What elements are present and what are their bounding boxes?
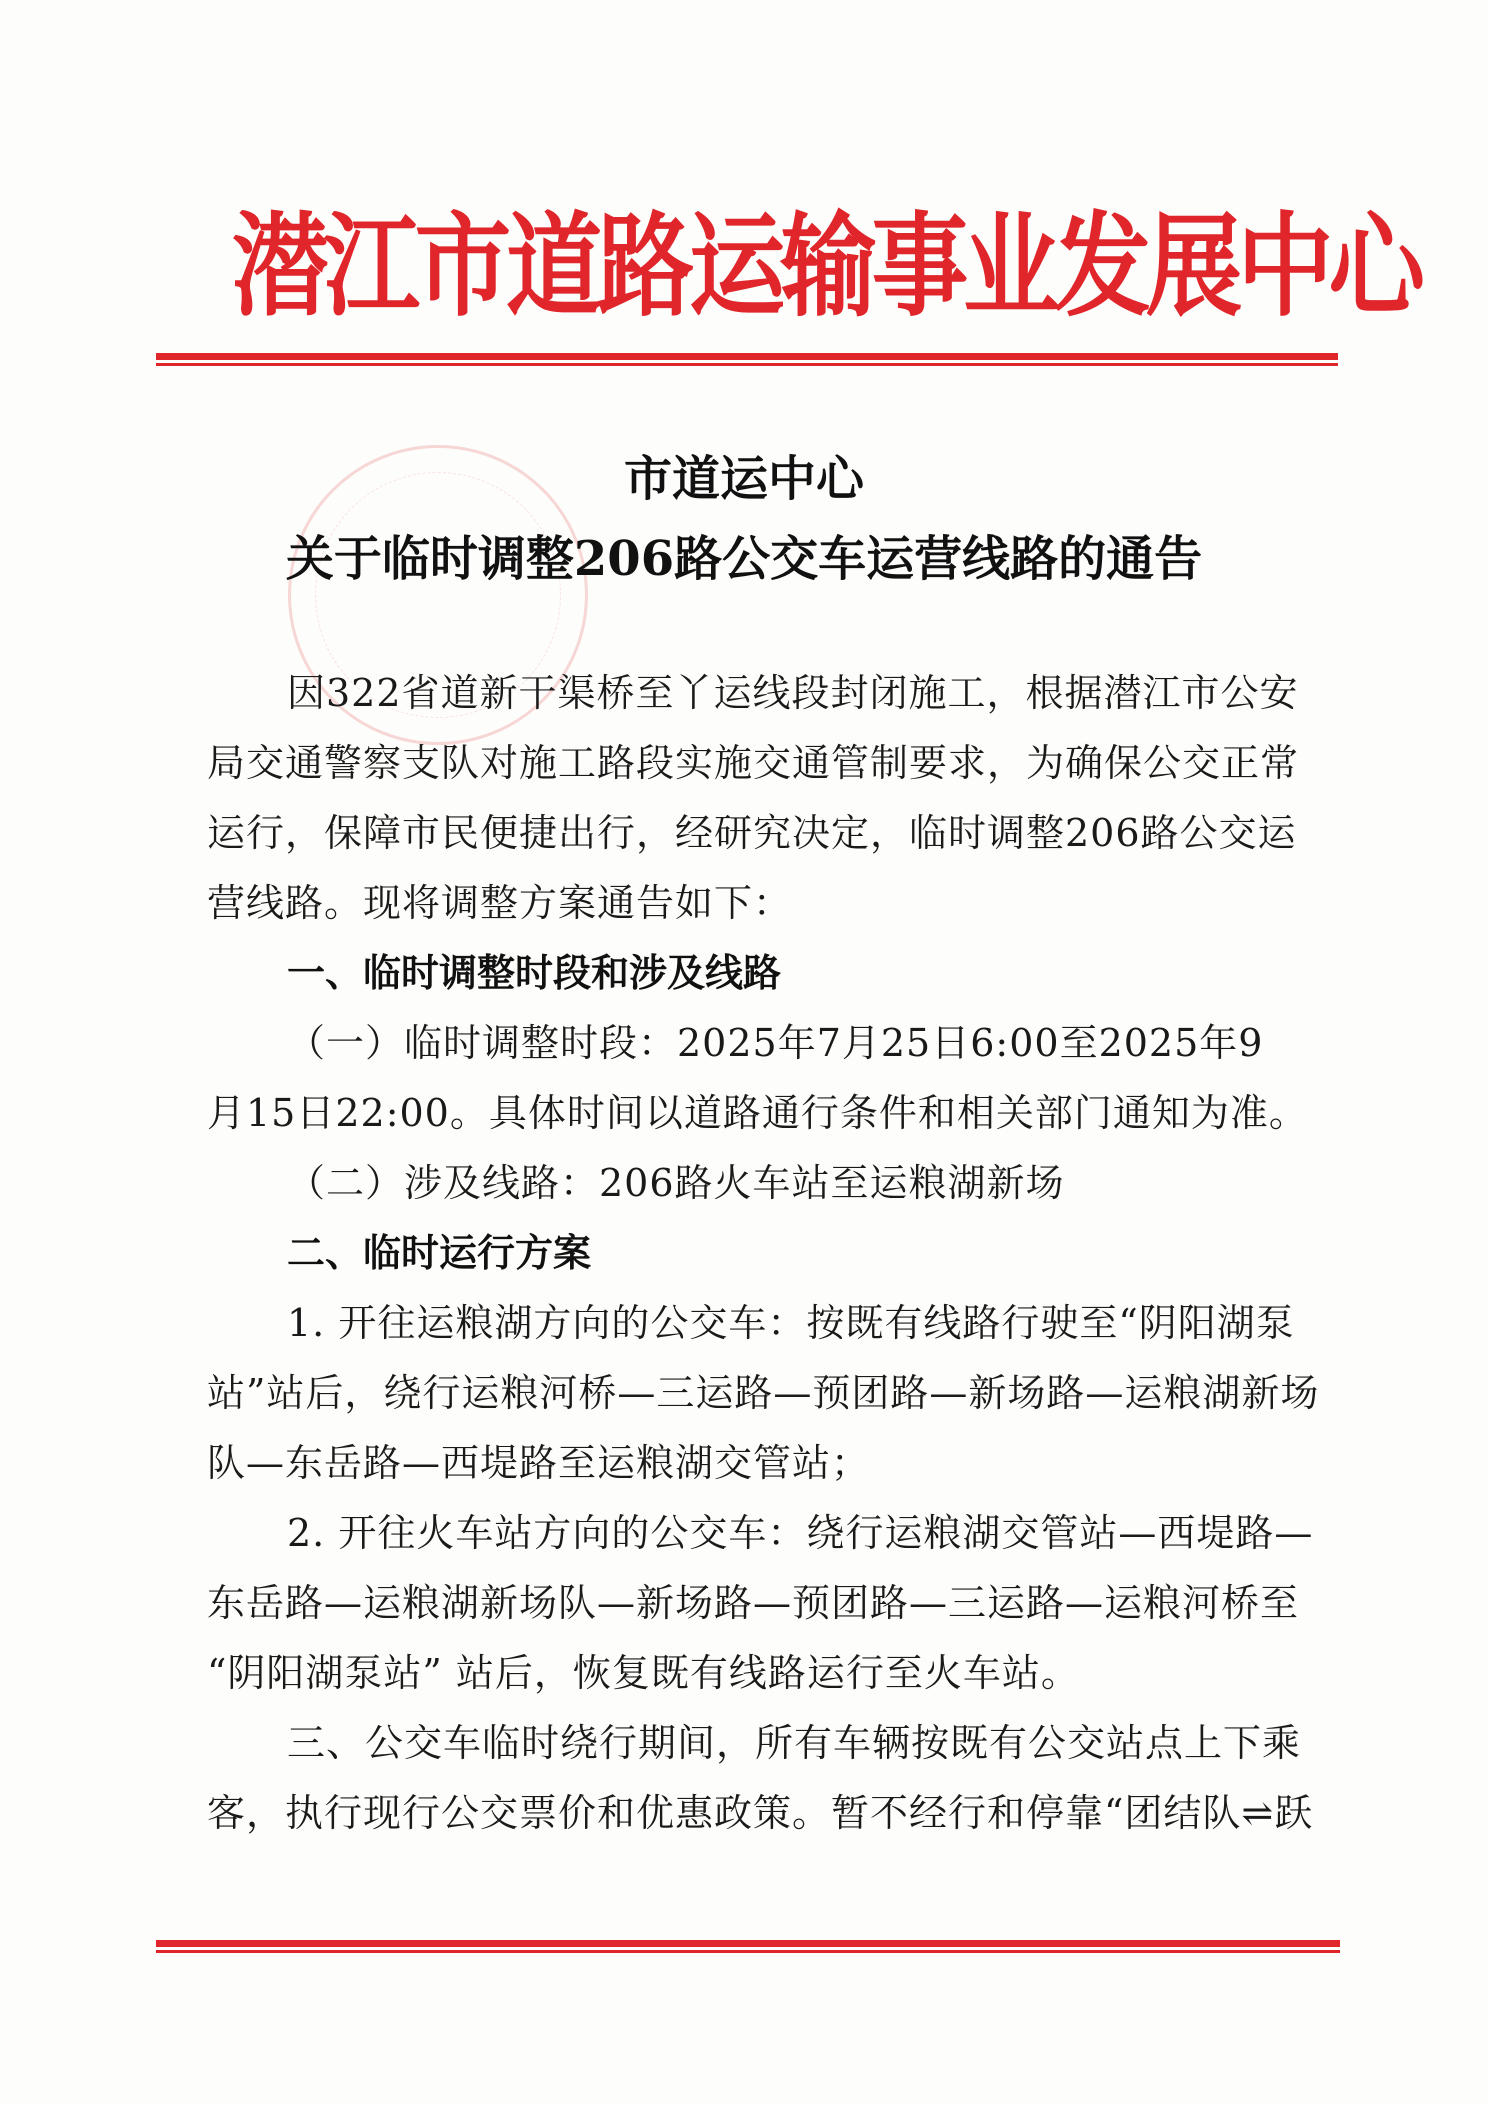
section-heading-1: 一、临时调整时段和涉及线路 [287,951,782,995]
letterhead-rule-thin [156,363,1338,366]
body-line: 1. 开往运粮湖方向的公交车：按既有线路行驶至“阴阳湖泵 [287,1301,1295,1345]
letterhead-org-name: 潜江市道路运输事业发展中心 [231,201,1420,332]
section-heading-2: 二、临时运行方案 [287,1231,592,1275]
body-line: 营线路。现将调整方案通告如下： [207,881,793,925]
body-line: 2. 开往火车站方向的公交车：绕行运粮湖交管站—西堤路— [287,1511,1314,1555]
body-line: 站”站后，绕行运粮河桥—三运路—预团路—新场路—运粮湖新场 [207,1371,1320,1415]
body-line: （一）临时调整时段：2025年7月25日6:00至2025年9 [287,1021,1264,1065]
body-line: 东岳路—运粮湖新场队—新场路—预团路—三运路—运粮河桥至 [207,1581,1300,1625]
doc-title-line-2: 关于临时调整206路公交车运营线路的通告 [285,531,1203,587]
body-line: 三、公交车临时绕行期间，所有车辆按既有公交站点上下乘 [287,1721,1302,1765]
doc-title-line-1: 市道运中心 [623,451,864,507]
body-line: “阴阳湖泵站” 站后，恢复既有线路运行至火车站。 [207,1651,1080,1695]
letterhead-rule-thick [156,353,1338,360]
body-line: 因322省道新干渠桥至丫运线段封闭施工，根据潜江市公安 [287,671,1299,715]
body-line: 月15日22:00。具体时间以道路通行条件和相关部门通知为准。 [207,1091,1308,1135]
body-line: 客，执行现行公交票价和优惠政策。暂不经行和停靠“团结队⇌跃 [207,1791,1314,1835]
footer-rule-thick [156,1940,1340,1947]
body-line: 队—东岳路—西堤路至运粮湖交管站； [207,1441,871,1485]
body-line: （二）涉及线路：206路火车站至运粮湖新场 [287,1161,1065,1205]
body-line: 局交通警察支队对施工路段实施交通管制要求，为确保公交正常 [207,741,1300,785]
body-line: 运行，保障市民便捷出行，经研究决定，临时调整206路公交运 [207,811,1297,855]
footer-rule-thin [156,1950,1340,1953]
